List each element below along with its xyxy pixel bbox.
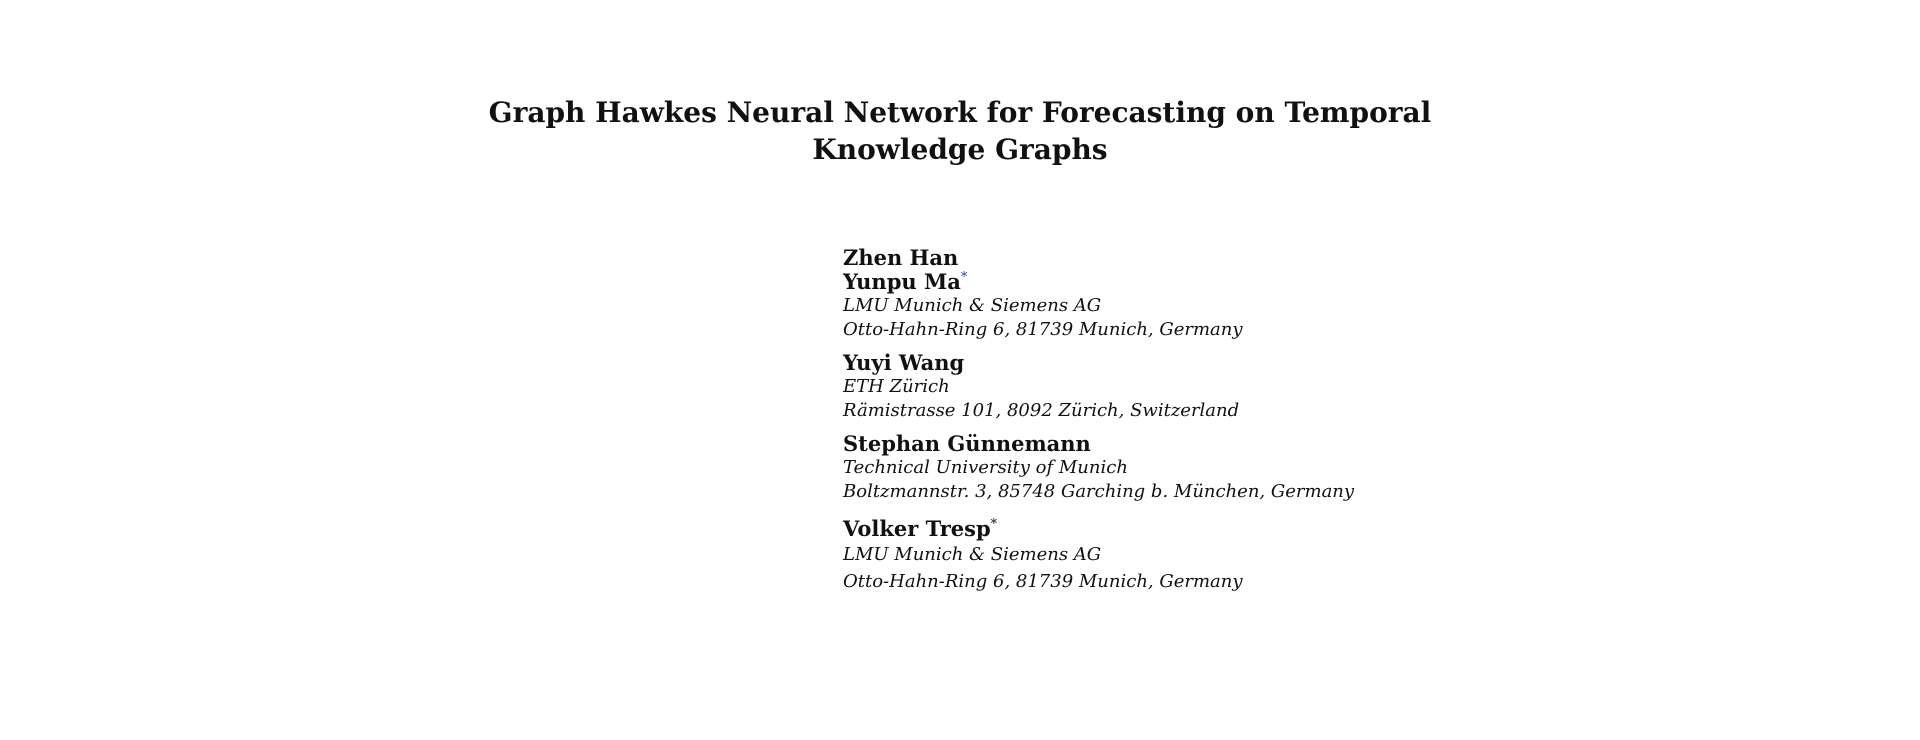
author-name	[843, 351, 1543, 375]
author-address: Rämistrasse 101, 8092 Zürich, Switzerland	[843, 400, 1240, 421]
author-name-text: Zhen Han	[843, 245, 959, 270]
author-address: Otto-Hahn-Ring 6, 81739 Munich, Germany	[843, 319, 1243, 340]
author-name	[843, 432, 1543, 456]
author-affiliation: LMU Munich & Siemens AG	[843, 295, 1102, 316]
author-group-2	[843, 351, 1543, 423]
author-name-text: Volker Tresp	[843, 516, 991, 541]
author-name-text: Stephan Günnemann	[843, 431, 1091, 456]
author-group-3	[843, 432, 1543, 504]
footnote-mark-link[interactable]: *	[960, 270, 968, 285]
author-affiliation: LMU Munich & Siemens AG	[843, 544, 1102, 565]
author-name	[843, 246, 1543, 270]
footnote-mark: *	[990, 517, 998, 532]
author-name-text: Yunpu Ma	[843, 269, 961, 294]
author-group-4	[843, 517, 1543, 595]
author-group-1	[843, 246, 1543, 342]
paper-title	[0, 94, 1920, 168]
author-affiliation: Technical University of Munich	[843, 457, 1128, 478]
author-name-text: Yuyi Wang	[843, 350, 965, 375]
paper-title-line-1: Graph Hawkes Neural Network for Forecasting on Temporal	[488, 96, 1432, 129]
author-address: Otto-Hahn-Ring 6, 81739 Munich, Germany	[843, 571, 1243, 592]
author-affiliation: ETH Zürich	[843, 376, 950, 397]
author-name	[843, 270, 1543, 294]
paper-title-line-2: Knowledge Graphs	[812, 133, 1108, 166]
author-block	[843, 246, 1543, 595]
author-address: Boltzmannstr. 3, 85748 Garching b. München, Germany	[843, 481, 1355, 502]
author-name	[843, 517, 1543, 541]
